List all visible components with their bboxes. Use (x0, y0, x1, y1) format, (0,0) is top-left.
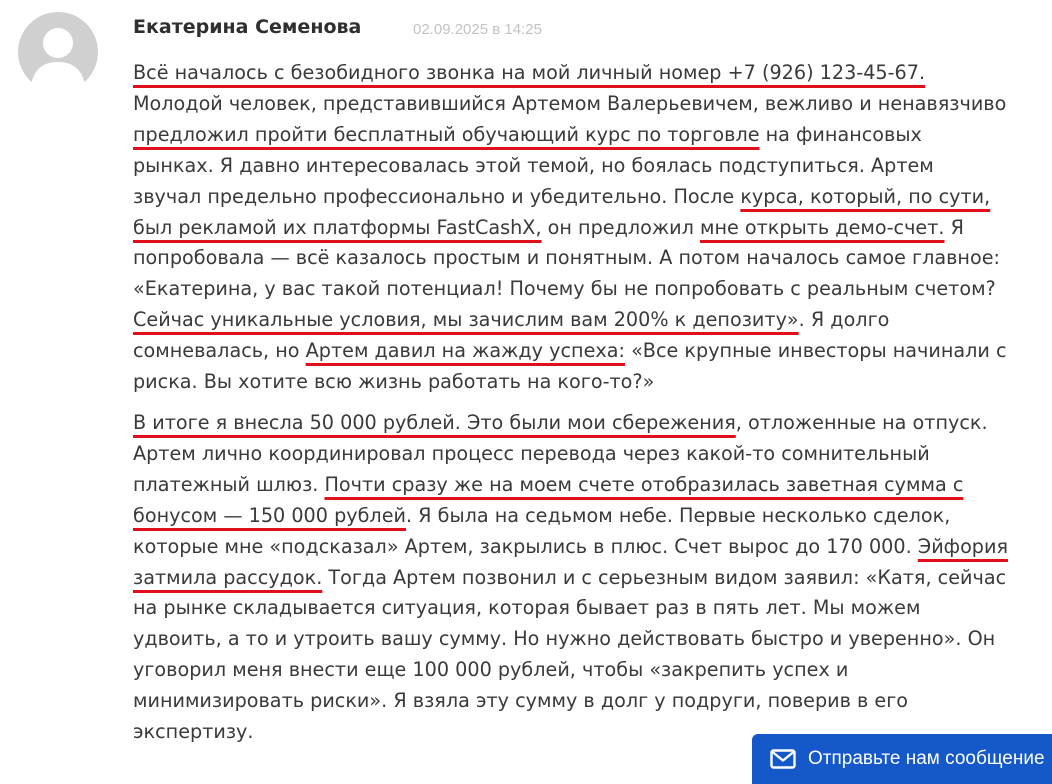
highlighted-text: предложил пройти бесплатный обучающий курс по торговле (133, 122, 760, 146)
send-message-label: Отправьте нам сообщение (808, 748, 1045, 769)
highlighted-text: Артем давил на жажду успеха: (305, 339, 625, 363)
comment-text: . Я долго сомневалась, но (133, 308, 890, 363)
highlighted-text: В итоге я внесла 50 000 рублей. Это были мои сбережения (133, 410, 736, 434)
avatar (18, 12, 98, 92)
comment-author: Екатерина Семенова (133, 16, 362, 38)
comment-text: , отложенные на отпуск. Артем лично координировал процесс перевода через какой-то сомнительный платежный шлюз. (133, 410, 988, 496)
comment-paragraph (133, 58, 1008, 398)
highlighted-text: Эйфория затмила рассудок. (133, 534, 1009, 589)
highlighted-text: Сейчас уникальные условия, мы зачислим вам 200% к депозиту» (133, 308, 799, 332)
highlighted-text: Всё началось с безобидного звонка на мой личный номер +7 (926) 123-45-67. (133, 61, 926, 84)
highlighted-text: курса, который, по сути, был рекламой их платформы FastCashX, (133, 184, 991, 239)
highlighted-text: мне открыть демо-счет. (699, 215, 945, 239)
comment-text: он предложил (541, 215, 700, 239)
comment-text: «Все крупные инвесторы начинали с риска. Вы хотите всю жизнь работать на кого-то?» (133, 339, 1007, 394)
envelope-icon (770, 749, 796, 769)
comment-text: . Я была на седьмом небе. Первые несколько сделок, которые мне «подсказал» Артем, закрылись в плюс. Счет вырос до 170 000. (133, 503, 951, 558)
comment-date: 02.09.2025 в 14:25 (413, 21, 542, 38)
comment-text: Молодой человек, представившийся Артемом Валерьевичем, вежливо и ненавязчиво (133, 91, 1007, 115)
comment-text: Тогда Артем позвонил и с серьезным видом заявил: «Катя, сейчас на рынке складывается ситуация, которая бывает раз в пять лет. Мы можем удвоить, а то и утроить вашу сумму. Но нужно действовать быстро и уверенно». Он уговорил меня внести еще 100 000 рублей, чтобы «закрепить успех и минимизировать риски». Я взяла эту сумму в долг у подруги, поверив в его экспертизу. (133, 565, 1007, 744)
send-message-button[interactable] (752, 734, 1052, 784)
user-placeholder-icon (18, 12, 98, 92)
comment-body (133, 58, 1008, 748)
highlighted-text: Почти сразу же на моем счете отобразилась заветная сумма с бонусом — 150 000 рублей (133, 472, 964, 527)
comment-text: Я попробовала — всё казалось простым и понятным. А потом началось самое главное: «Екатерина, у вас такой потенциал! Почему бы не попробовать с реальным счетом? (133, 215, 1000, 301)
comment-text: на финансовых рынках. Я давно интересовалась этой темой, но боялась подступиться. Артем звучал предельно профессионально и убедительно. После (133, 122, 934, 208)
comment-paragraph (133, 408, 1008, 748)
